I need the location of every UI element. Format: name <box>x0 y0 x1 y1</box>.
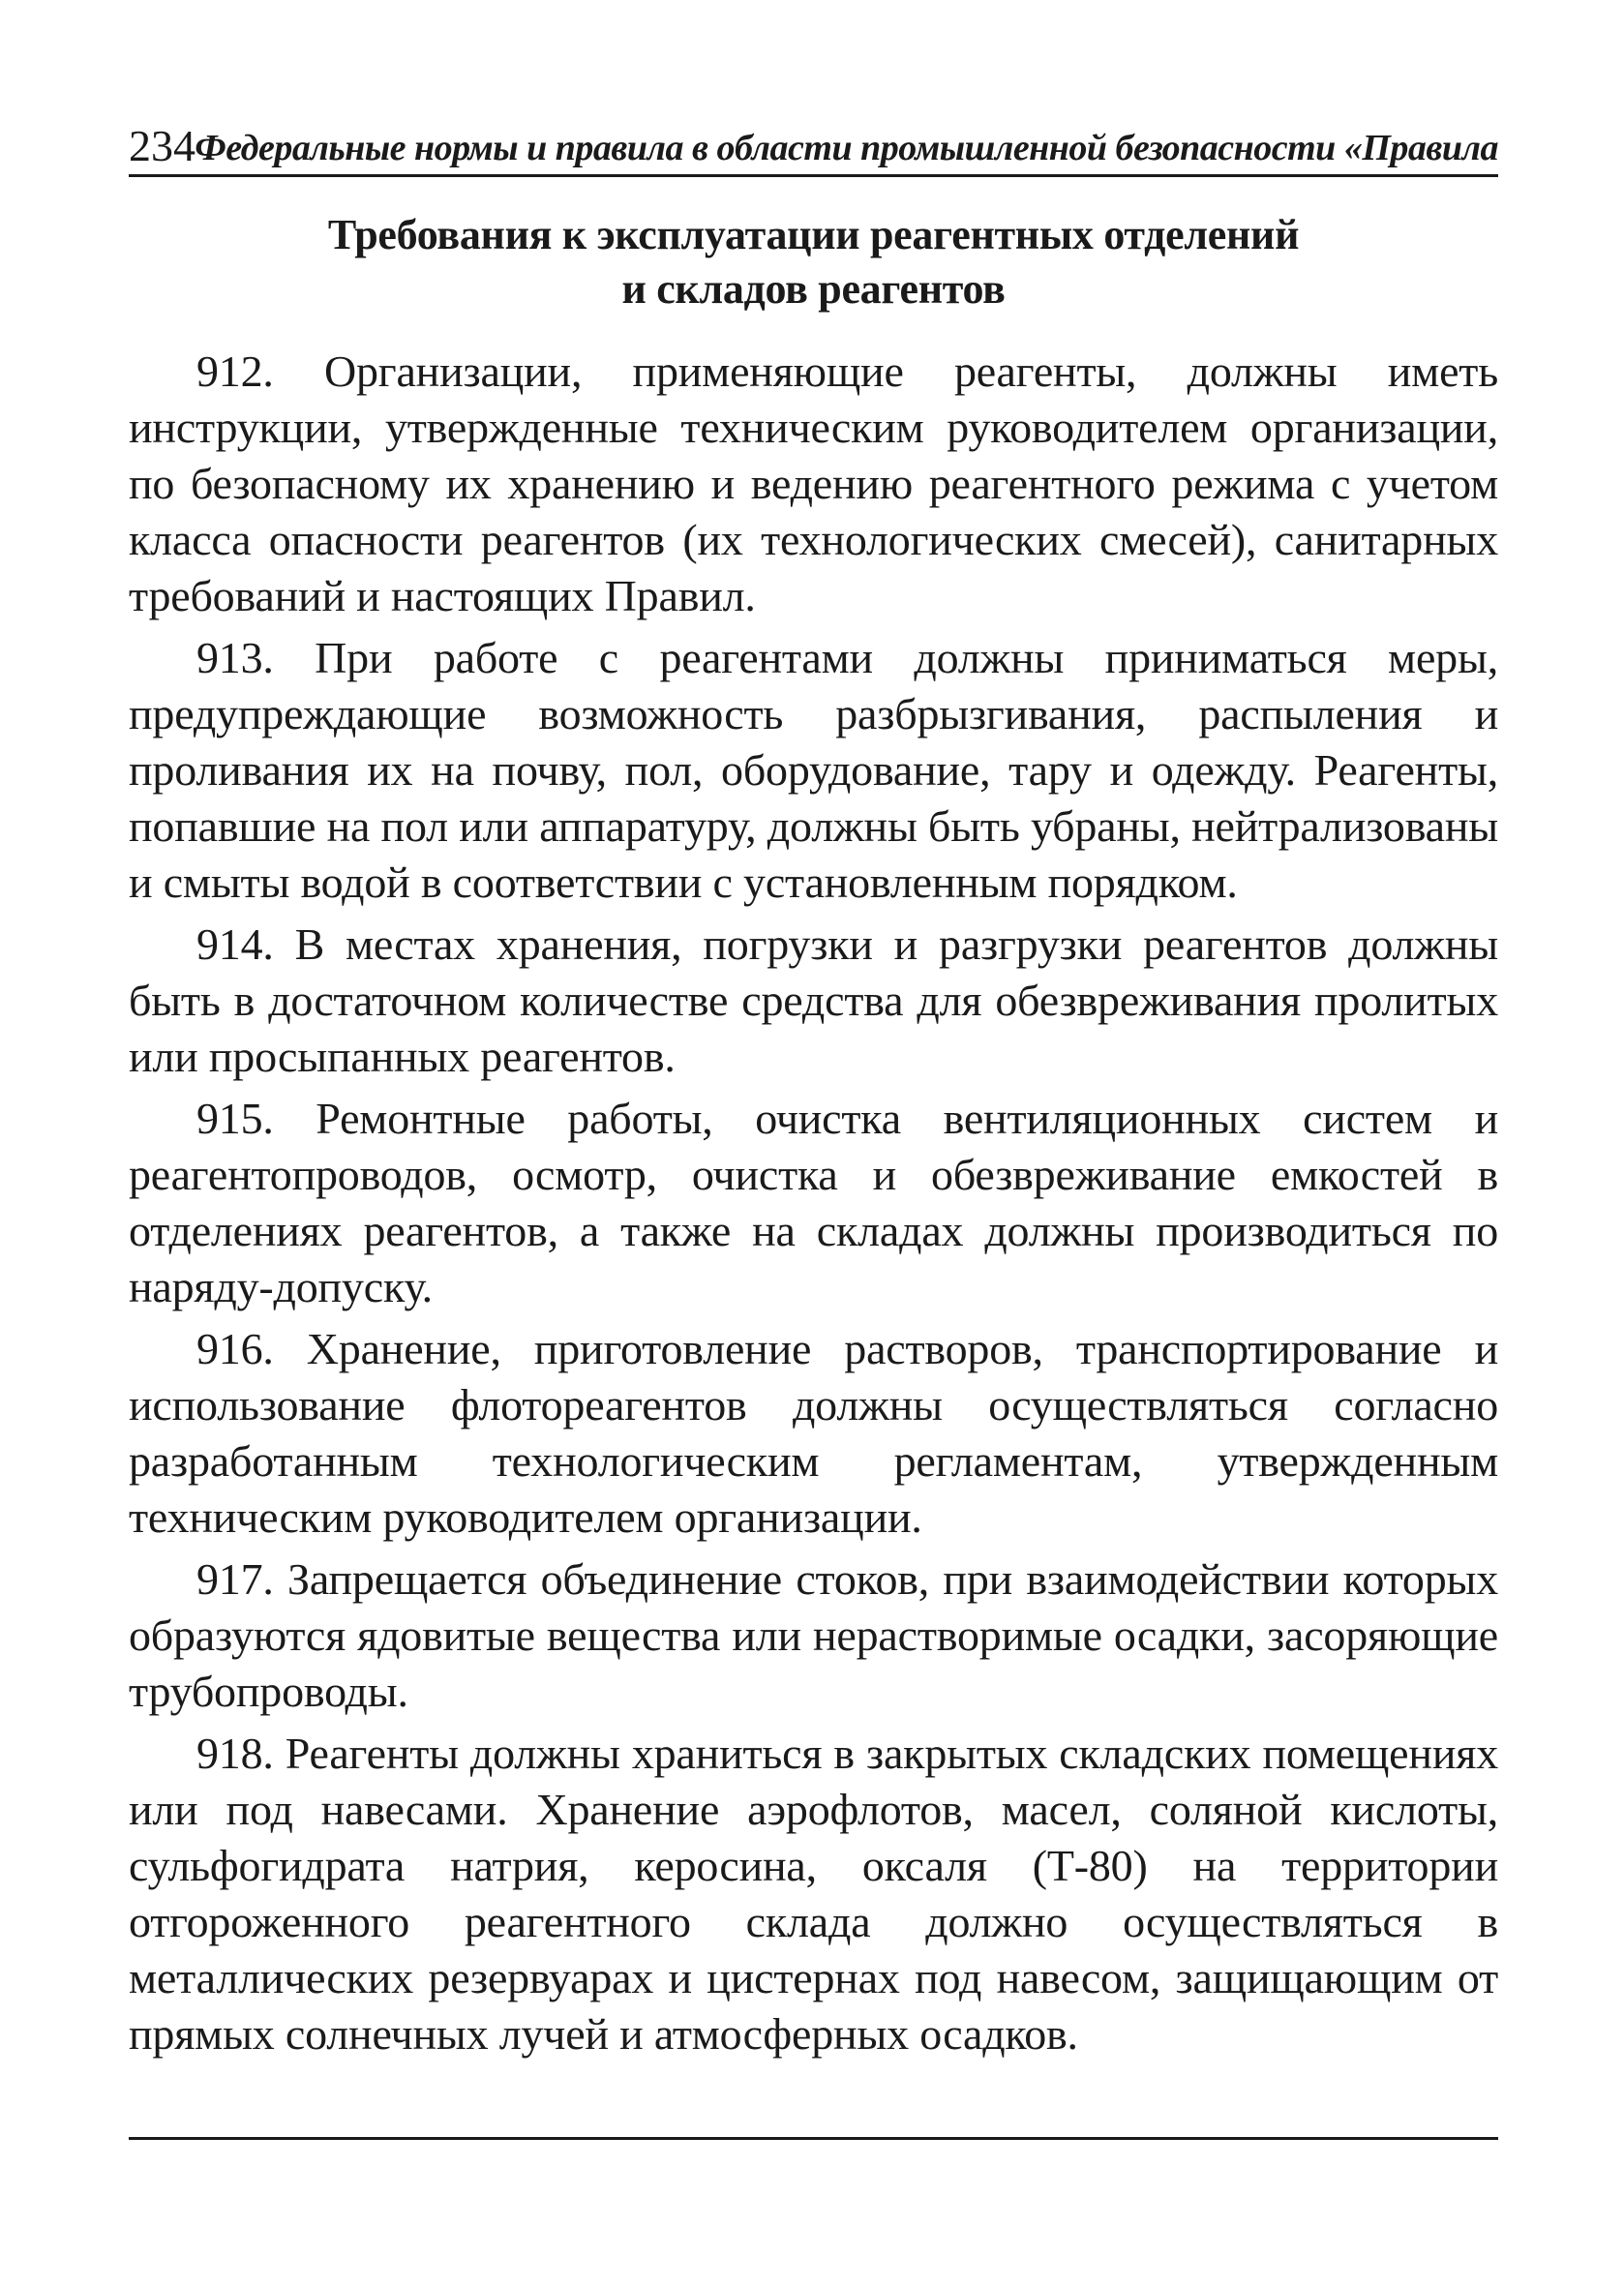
paragraph-914: 914. В местах хранения, погрузки и разгрузки реагентов должны быть в достаточном количестве средства для обезвреживания пролитых или просыпанных реагентов. <box>129 919 1498 1081</box>
body-text <box>129 344 1498 2062</box>
section-title-line-2: и складов реагентов <box>621 265 1006 313</box>
paragraph-916: 916. Хранение, приготовление растворов, транспортирование и использование флотореагентов должны осуществляться согласно разработанным технологическим регламентам, утвержденным техническим руководителем организации. <box>129 1324 1498 1542</box>
page-number: 234 <box>129 121 195 170</box>
section-title <box>129 208 1498 316</box>
paragraph-917: 917. Запрещается объединение стоков, при взаимодействии которых образуются ядовитые вещества или нерастворимые осадки, засоряющие трубопроводы. <box>129 1554 1498 1716</box>
paragraph-912: 912. Организации, применяющие реагенты, должны иметь инструкции, утвержденные техническим руководителем организации, по безопасному их хранению и ведению реагентного режима с учетом класса опасности реагентов (их технологических смесей), санитарных требований и настоящих Правил. <box>129 346 1498 620</box>
paragraph-918: 918. Реагенты должны храниться в закрытых складских помещениях или под навесами. Хранение аэрофлотов, масел, соляной кислоты, сульфогидрата натрия, керосина, оксаля (Т-80) на территории отгороженного реагентного склада должно осуществляться в металлических резервуарах и цистернах под навесом, защищающим от прямых солнечных лучей и атмосферных осадков. <box>129 1729 1498 2059</box>
paragraph-915: 915. Ремонтные работы, очистка вентиляционных систем и реагентопроводов, осмотр, очистка и обезвреживание емкостей в отделениях реагентов, а также на складах должны производиться по наряду-допуску. <box>129 1094 1498 1311</box>
running-header <box>129 116 1498 177</box>
document-page <box>129 116 1498 2068</box>
running-title: Федеральные нормы и правила в области промышленной безопасности «Правила <box>195 128 1498 168</box>
paragraph-913: 913. При работе с реагентами должны приниматься меры, предупреждающие возможность разбрызгивания, распыления и проливания их на почву, пол, оборудование, тару и одежду. Реагенты, попавшие на пол или аппаратуру, должны быть убраны, нейтрализованы и смыты водой в соответствии с установленным порядком. <box>129 633 1498 907</box>
footer-divider <box>129 2137 1498 2140</box>
section-title-line-1: Требования к эксплуатации реагентных отделений <box>327 211 1300 258</box>
